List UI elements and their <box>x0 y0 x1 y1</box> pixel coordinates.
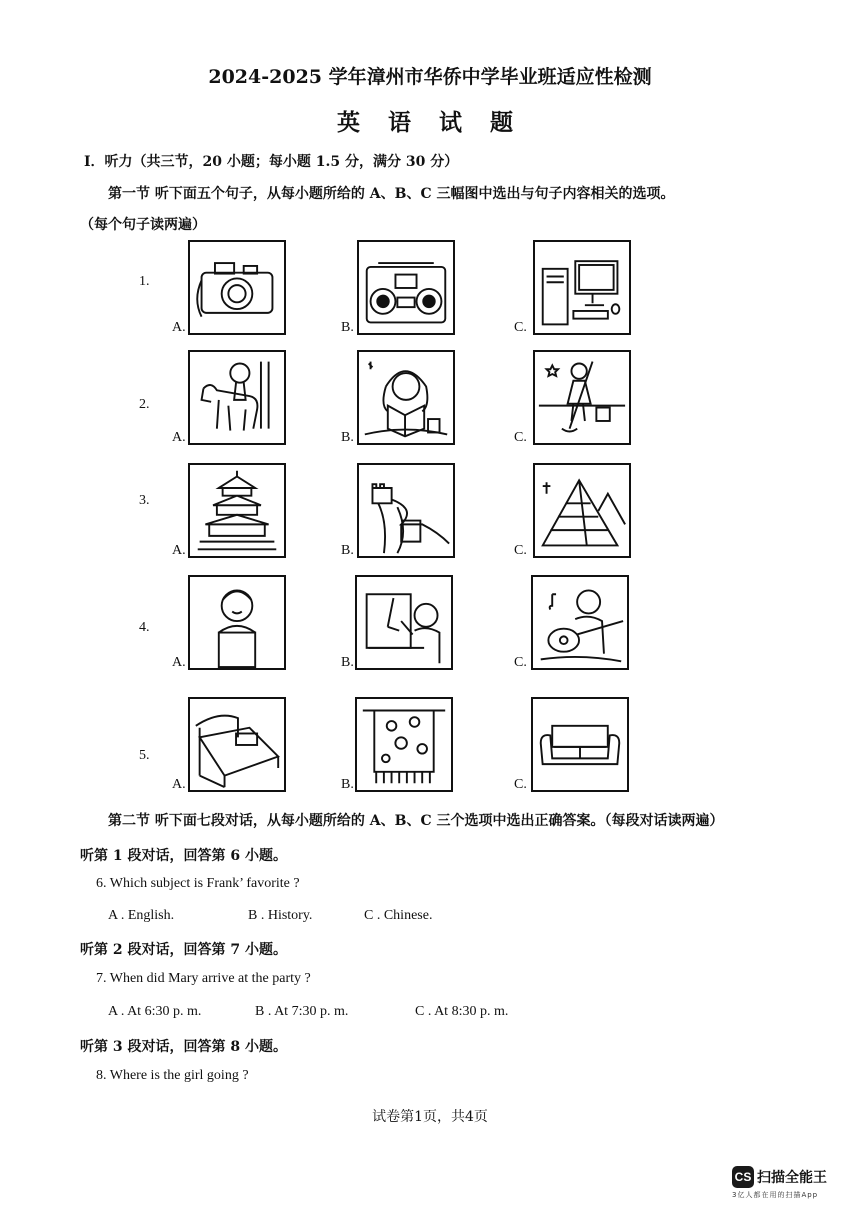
answer-option[interactable]: B . History. <box>248 908 313 923</box>
section1-instruction: 第一节 听下面五个句子，从每小题所给的 A、B、C 三幅图中选出与句子内容相关的选项。 <box>108 186 675 202</box>
page-footer: 试卷第1页，共4页 <box>372 1109 488 1125</box>
option-label: C. <box>514 320 527 335</box>
option-label: B. <box>341 777 354 792</box>
boy-riding-horse-icon[interactable] <box>188 350 286 445</box>
exam-title: 2024-2025 学年漳州市华侨中学毕业班适应性检测 <box>208 66 652 88</box>
boy-speaking-icon[interactable] <box>188 575 286 670</box>
dialog-intro: 听第 1 段对话，回答第 6 小题。 <box>80 848 287 864</box>
sofa-icon[interactable] <box>531 697 629 792</box>
part1-heading: I．听力（共三节，20 小题；每小题 1.5 分，满分 30 分） <box>84 154 459 170</box>
answer-option[interactable]: A . At 6:30 p. m. <box>108 1004 202 1019</box>
section1-note: （每个句子读两遍） <box>80 217 206 233</box>
option-label: C. <box>514 543 527 558</box>
answer-option[interactable]: B . At 7:30 p. m. <box>255 1004 349 1019</box>
subject-title: 英 语 试 题 <box>336 109 524 136</box>
option-label: A. <box>172 543 186 558</box>
computer-icon[interactable] <box>533 240 631 335</box>
question-text: 6. Which subject is Frank’ favorite ? <box>96 876 300 891</box>
boy-drawing-icon[interactable] <box>355 575 453 670</box>
watermark-name: 扫描全能王 <box>757 1170 827 1186</box>
great-wall-icon[interactable] <box>357 463 455 558</box>
question-text: 8. Where is the girl going ? <box>96 1068 249 1083</box>
temple-of-heaven-icon[interactable] <box>188 463 286 558</box>
section2-instruction: 第二节 听下面七段对话，从每小题所给的 A、B、C 三个选项中选出正确答案。（每段对话读两遍） <box>108 813 724 829</box>
question-number: 5. <box>139 748 150 763</box>
option-label: B. <box>341 543 354 558</box>
option-label: B. <box>341 655 354 670</box>
option-label: B. <box>341 320 354 335</box>
option-label: A. <box>172 655 186 670</box>
pyramids-icon[interactable] <box>533 463 631 558</box>
answer-option[interactable]: A . English. <box>108 908 175 923</box>
camscanner-logo-icon: CS <box>732 1166 754 1188</box>
girl-mopping-icon[interactable] <box>533 350 631 445</box>
option-label: A. <box>172 777 186 792</box>
scanner-watermark <box>732 1166 842 1200</box>
radio-icon[interactable] <box>357 240 455 335</box>
question-number: 2. <box>139 397 150 412</box>
option-label: A. <box>172 320 186 335</box>
watermark-tagline: 3亿人都在用的扫描App <box>732 1191 819 1199</box>
answer-option[interactable]: C . At 8:30 p. m. <box>415 1004 509 1019</box>
option-label: C. <box>514 777 527 792</box>
dialog-intro: 听第 2 段对话，回答第 7 小题。 <box>80 942 287 958</box>
question-text: 7. When did Mary arrive at the party ? <box>96 971 311 986</box>
question-number: 4. <box>139 620 150 635</box>
boy-guitar-icon[interactable] <box>531 575 629 670</box>
question-number: 3. <box>139 493 150 508</box>
bed-icon[interactable] <box>188 697 286 792</box>
question-number: 1. <box>139 274 150 289</box>
towel-icon[interactable] <box>355 697 453 792</box>
option-label: C. <box>514 655 527 670</box>
option-label: A. <box>172 430 186 445</box>
girl-reading-icon[interactable] <box>357 350 455 445</box>
answer-option[interactable]: C . Chinese. <box>364 908 433 923</box>
option-label: C. <box>514 430 527 445</box>
camera-icon[interactable] <box>188 240 286 335</box>
option-label: B. <box>341 430 354 445</box>
dialog-intro: 听第 3 段对话，回答第 8 小题。 <box>80 1039 287 1055</box>
